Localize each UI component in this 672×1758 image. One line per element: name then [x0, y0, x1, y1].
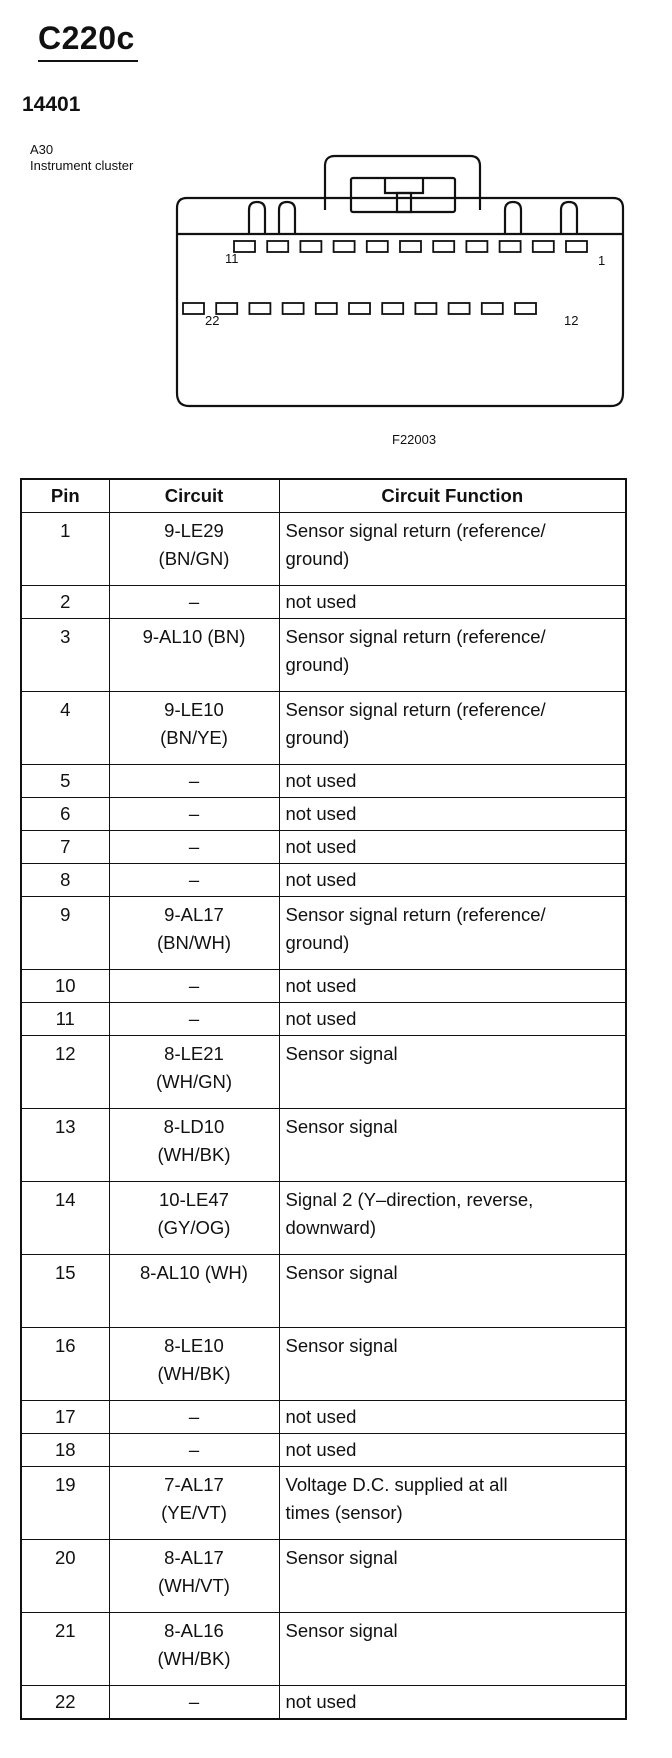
circuit-function-line: not used	[285, 1439, 357, 1460]
circuit-line: 8-AL17	[164, 1547, 224, 1568]
circuit-function-cell	[279, 1467, 626, 1540]
circuit-cell	[109, 1328, 279, 1401]
circuit-line: (WH/BK)	[157, 1648, 231, 1669]
pin-number: 9	[21, 897, 109, 970]
circuit-function-line: not used	[285, 975, 357, 996]
pin-number: 8	[21, 864, 109, 897]
circuit-function-cell	[279, 513, 626, 586]
connector-pin-slot	[566, 241, 587, 252]
circuit-function-line: Sensor signal	[285, 1116, 398, 1137]
circuit-function-line: ground)	[285, 654, 350, 675]
component-name: Instrument cluster	[30, 158, 134, 173]
circuit-line: (WH/BK)	[157, 1144, 231, 1165]
table-row	[21, 1182, 626, 1255]
connector-pin-slot	[300, 241, 321, 252]
connector-pin-slot	[449, 303, 470, 314]
pin-number: 12	[21, 1036, 109, 1109]
circuit-function-line: not used	[285, 591, 357, 612]
connector-pin-slot	[316, 303, 337, 314]
connector-face-diagram	[175, 148, 625, 418]
circuit-function-cell	[279, 1434, 626, 1467]
circuit-cell	[109, 1003, 279, 1036]
circuit-cell	[109, 897, 279, 970]
circuit-cell	[109, 1109, 279, 1182]
circuit-line: (BN/GN)	[158, 548, 230, 569]
table-row	[21, 1686, 626, 1720]
circuit-function-cell	[279, 1109, 626, 1182]
circuit-line: 8-LD10	[163, 1116, 225, 1137]
circuit-function-cell	[279, 897, 626, 970]
table-row	[21, 1109, 626, 1182]
circuit-function-line: Voltage D.C. supplied at all	[285, 1474, 508, 1495]
circuit-line: 8-LE10	[164, 1335, 224, 1356]
circuit-line: –	[188, 836, 200, 857]
connector-pin-slot	[433, 241, 454, 252]
circuit-function-line: Sensor signal	[285, 1335, 398, 1356]
pin-number: 7	[21, 831, 109, 864]
circuit-function-cell	[279, 692, 626, 765]
circuit-function-line: ground)	[285, 727, 350, 748]
circuit-function-cell	[279, 798, 626, 831]
circuit-line: 9-AL17	[164, 904, 224, 925]
title-underline	[38, 60, 138, 62]
pin-number: 1	[21, 513, 109, 586]
bottom-row-pins	[183, 303, 536, 314]
circuit-function-line: ground)	[285, 932, 350, 953]
pin-number: 18	[21, 1434, 109, 1467]
circuit-function-line: not used	[285, 770, 357, 791]
circuit-function-line: downward)	[285, 1217, 376, 1238]
connector-pin-slot	[349, 303, 370, 314]
circuit-cell	[109, 1401, 279, 1434]
circuit-cell	[109, 1540, 279, 1613]
table-row	[21, 897, 626, 970]
circuit-cell	[109, 513, 279, 586]
circuit-line: (WH/BK)	[157, 1363, 231, 1384]
circuit-function-cell	[279, 1540, 626, 1613]
circuit-cell	[109, 692, 279, 765]
connector-pin-slot	[466, 241, 487, 252]
circuit-cell	[109, 1182, 279, 1255]
circuit-line: –	[188, 869, 200, 890]
circuit-function-line: Sensor signal return (reference/	[285, 520, 546, 541]
top-row-pins	[234, 241, 587, 252]
circuit-line: –	[188, 770, 200, 791]
circuit-function-cell	[279, 1401, 626, 1434]
circuit-function-line: times (sensor)	[285, 1502, 403, 1523]
component-code: A30	[30, 142, 54, 157]
circuit-line: –	[188, 1008, 200, 1029]
table-row	[21, 1540, 626, 1613]
circuit-line: 9-LE10	[164, 699, 224, 720]
circuit-function-line: Sensor signal return (reference/	[285, 626, 546, 647]
circuit-function-cell	[279, 1003, 626, 1036]
connector-pin-slot	[267, 241, 288, 252]
circuit-function-line: not used	[285, 1406, 357, 1427]
pin-number: 10	[21, 970, 109, 1003]
circuit-function-line: ground)	[285, 548, 350, 569]
circuit-function-line: not used	[285, 869, 357, 890]
connector-pin-slot	[482, 303, 503, 314]
table-row	[21, 1036, 626, 1109]
pin-number: 20	[21, 1540, 109, 1613]
pin-number: 15	[21, 1255, 109, 1328]
circuit-line: 8-LE21	[164, 1043, 224, 1064]
pin-number: 11	[21, 1003, 109, 1036]
part-number: 14401	[22, 93, 81, 116]
table-row	[21, 864, 626, 897]
circuit-function-line: Sensor signal return (reference/	[285, 699, 546, 720]
circuit-line: 7-AL17	[164, 1474, 224, 1495]
pin-number: 13	[21, 1109, 109, 1182]
circuit-line: (YE/VT)	[161, 1502, 227, 1523]
pin-number: 17	[21, 1401, 109, 1434]
circuit-cell	[109, 1255, 279, 1328]
table-row	[21, 1613, 626, 1686]
circuit-cell	[109, 1036, 279, 1109]
pin-table	[20, 478, 627, 1720]
circuit-line: 9-AL10 (BN)	[142, 626, 246, 647]
pin-number: 22	[21, 1686, 109, 1720]
circuit-function-cell	[279, 619, 626, 692]
pin-number: 2	[21, 586, 109, 619]
circuit-cell	[109, 1434, 279, 1467]
circuit-cell	[109, 619, 279, 692]
table-row	[21, 1255, 626, 1328]
circuit-cell	[109, 831, 279, 864]
circuit-line: 10-LE47	[159, 1189, 229, 1210]
circuit-line: –	[188, 591, 200, 612]
connector-pin-slot	[533, 241, 554, 252]
circuit-line: (WH/GN)	[155, 1071, 233, 1092]
connector-pin-slot	[183, 303, 204, 314]
circuit-line: 9-LE29	[164, 520, 224, 541]
pin-number: 5	[21, 765, 109, 798]
circuit-function-cell	[279, 864, 626, 897]
connector-housing	[177, 156, 623, 406]
table-row	[21, 798, 626, 831]
circuit-function-cell	[279, 1255, 626, 1328]
top-row-right-pin-label: 1	[598, 253, 606, 268]
circuit-function-cell	[279, 1613, 626, 1686]
table-row	[21, 831, 626, 864]
bottom-row-right-pin-label: 12	[564, 313, 579, 328]
pin-number: 16	[21, 1328, 109, 1401]
pin-number: 19	[21, 1467, 109, 1540]
table-row	[21, 1434, 626, 1467]
table-row	[21, 1328, 626, 1401]
circuit-function-line: Sensor signal	[285, 1043, 398, 1064]
circuit-line: –	[188, 1439, 200, 1460]
circuit-function-cell	[279, 1686, 626, 1720]
table-row	[21, 586, 626, 619]
circuit-line: (WH/VT)	[158, 1575, 230, 1596]
circuit-function-line: not used	[285, 1691, 357, 1712]
figure-code: F22003	[392, 432, 437, 447]
connector-pin-slot	[400, 241, 421, 252]
circuit-cell	[109, 864, 279, 897]
circuit-function-cell	[279, 1328, 626, 1401]
table-row	[21, 513, 626, 586]
header-circuit-function: Circuit Function	[279, 479, 626, 513]
circuit-line: –	[188, 1406, 200, 1427]
bottom-row-left-pin-label: 22	[205, 313, 220, 328]
circuit-cell	[109, 798, 279, 831]
connector-pin-slot	[367, 241, 388, 252]
connector-id-title: C220c	[38, 20, 135, 56]
circuit-line: –	[188, 1691, 200, 1712]
pin-number: 3	[21, 619, 109, 692]
circuit-line: –	[188, 803, 200, 824]
circuit-function-line: Sensor signal return (reference/	[285, 904, 546, 925]
circuit-cell	[109, 1467, 279, 1540]
circuit-function-cell	[279, 970, 626, 1003]
pin-number: 6	[21, 798, 109, 831]
circuit-line: (BN/YE)	[160, 727, 228, 748]
circuit-function-cell	[279, 1182, 626, 1255]
connector-pin-slot	[415, 303, 436, 314]
circuit-line: (GY/OG)	[157, 1217, 231, 1238]
table-row	[21, 1003, 626, 1036]
circuit-cell	[109, 765, 279, 798]
connector-pin-slot	[334, 241, 355, 252]
connector-pin-slot	[515, 303, 536, 314]
circuit-line: 8-AL10 (WH)	[140, 1262, 248, 1283]
circuit-function-line: Signal 2 (Y–direction, reverse,	[285, 1189, 534, 1210]
table-row	[21, 1467, 626, 1540]
circuit-function-cell	[279, 765, 626, 798]
circuit-function-line: Sensor signal	[285, 1547, 398, 1568]
connector-pin-slot	[249, 303, 270, 314]
circuit-function-line: Sensor signal	[285, 1620, 398, 1641]
connector-pin-slot	[283, 303, 304, 314]
circuit-cell	[109, 586, 279, 619]
circuit-cell	[109, 970, 279, 1003]
circuit-function-line: not used	[285, 803, 357, 824]
circuit-cell	[109, 1613, 279, 1686]
pin-number: 21	[21, 1613, 109, 1686]
circuit-function-cell	[279, 831, 626, 864]
circuit-line: –	[188, 975, 200, 996]
circuit-cell	[109, 1686, 279, 1720]
circuit-function-line: not used	[285, 1008, 357, 1029]
table-row	[21, 619, 626, 692]
circuit-line: (BN/WH)	[157, 932, 231, 953]
table-row	[21, 970, 626, 1003]
header-pin: Pin	[21, 479, 109, 513]
circuit-function-cell	[279, 586, 626, 619]
header-circuit: Circuit	[109, 479, 279, 513]
table-row	[21, 765, 626, 798]
pin-number: 4	[21, 692, 109, 765]
connector-pin-slot	[500, 241, 521, 252]
table-row	[21, 1401, 626, 1434]
circuit-function-line: not used	[285, 836, 357, 857]
pin-number: 14	[21, 1182, 109, 1255]
connector-pin-slot	[382, 303, 403, 314]
table-header-row	[21, 479, 626, 513]
table-row	[21, 692, 626, 765]
top-row-left-pin-label: 11	[225, 251, 239, 266]
circuit-line: 8-AL16	[164, 1620, 224, 1641]
circuit-function-line: Sensor signal	[285, 1262, 398, 1283]
circuit-function-cell	[279, 1036, 626, 1109]
